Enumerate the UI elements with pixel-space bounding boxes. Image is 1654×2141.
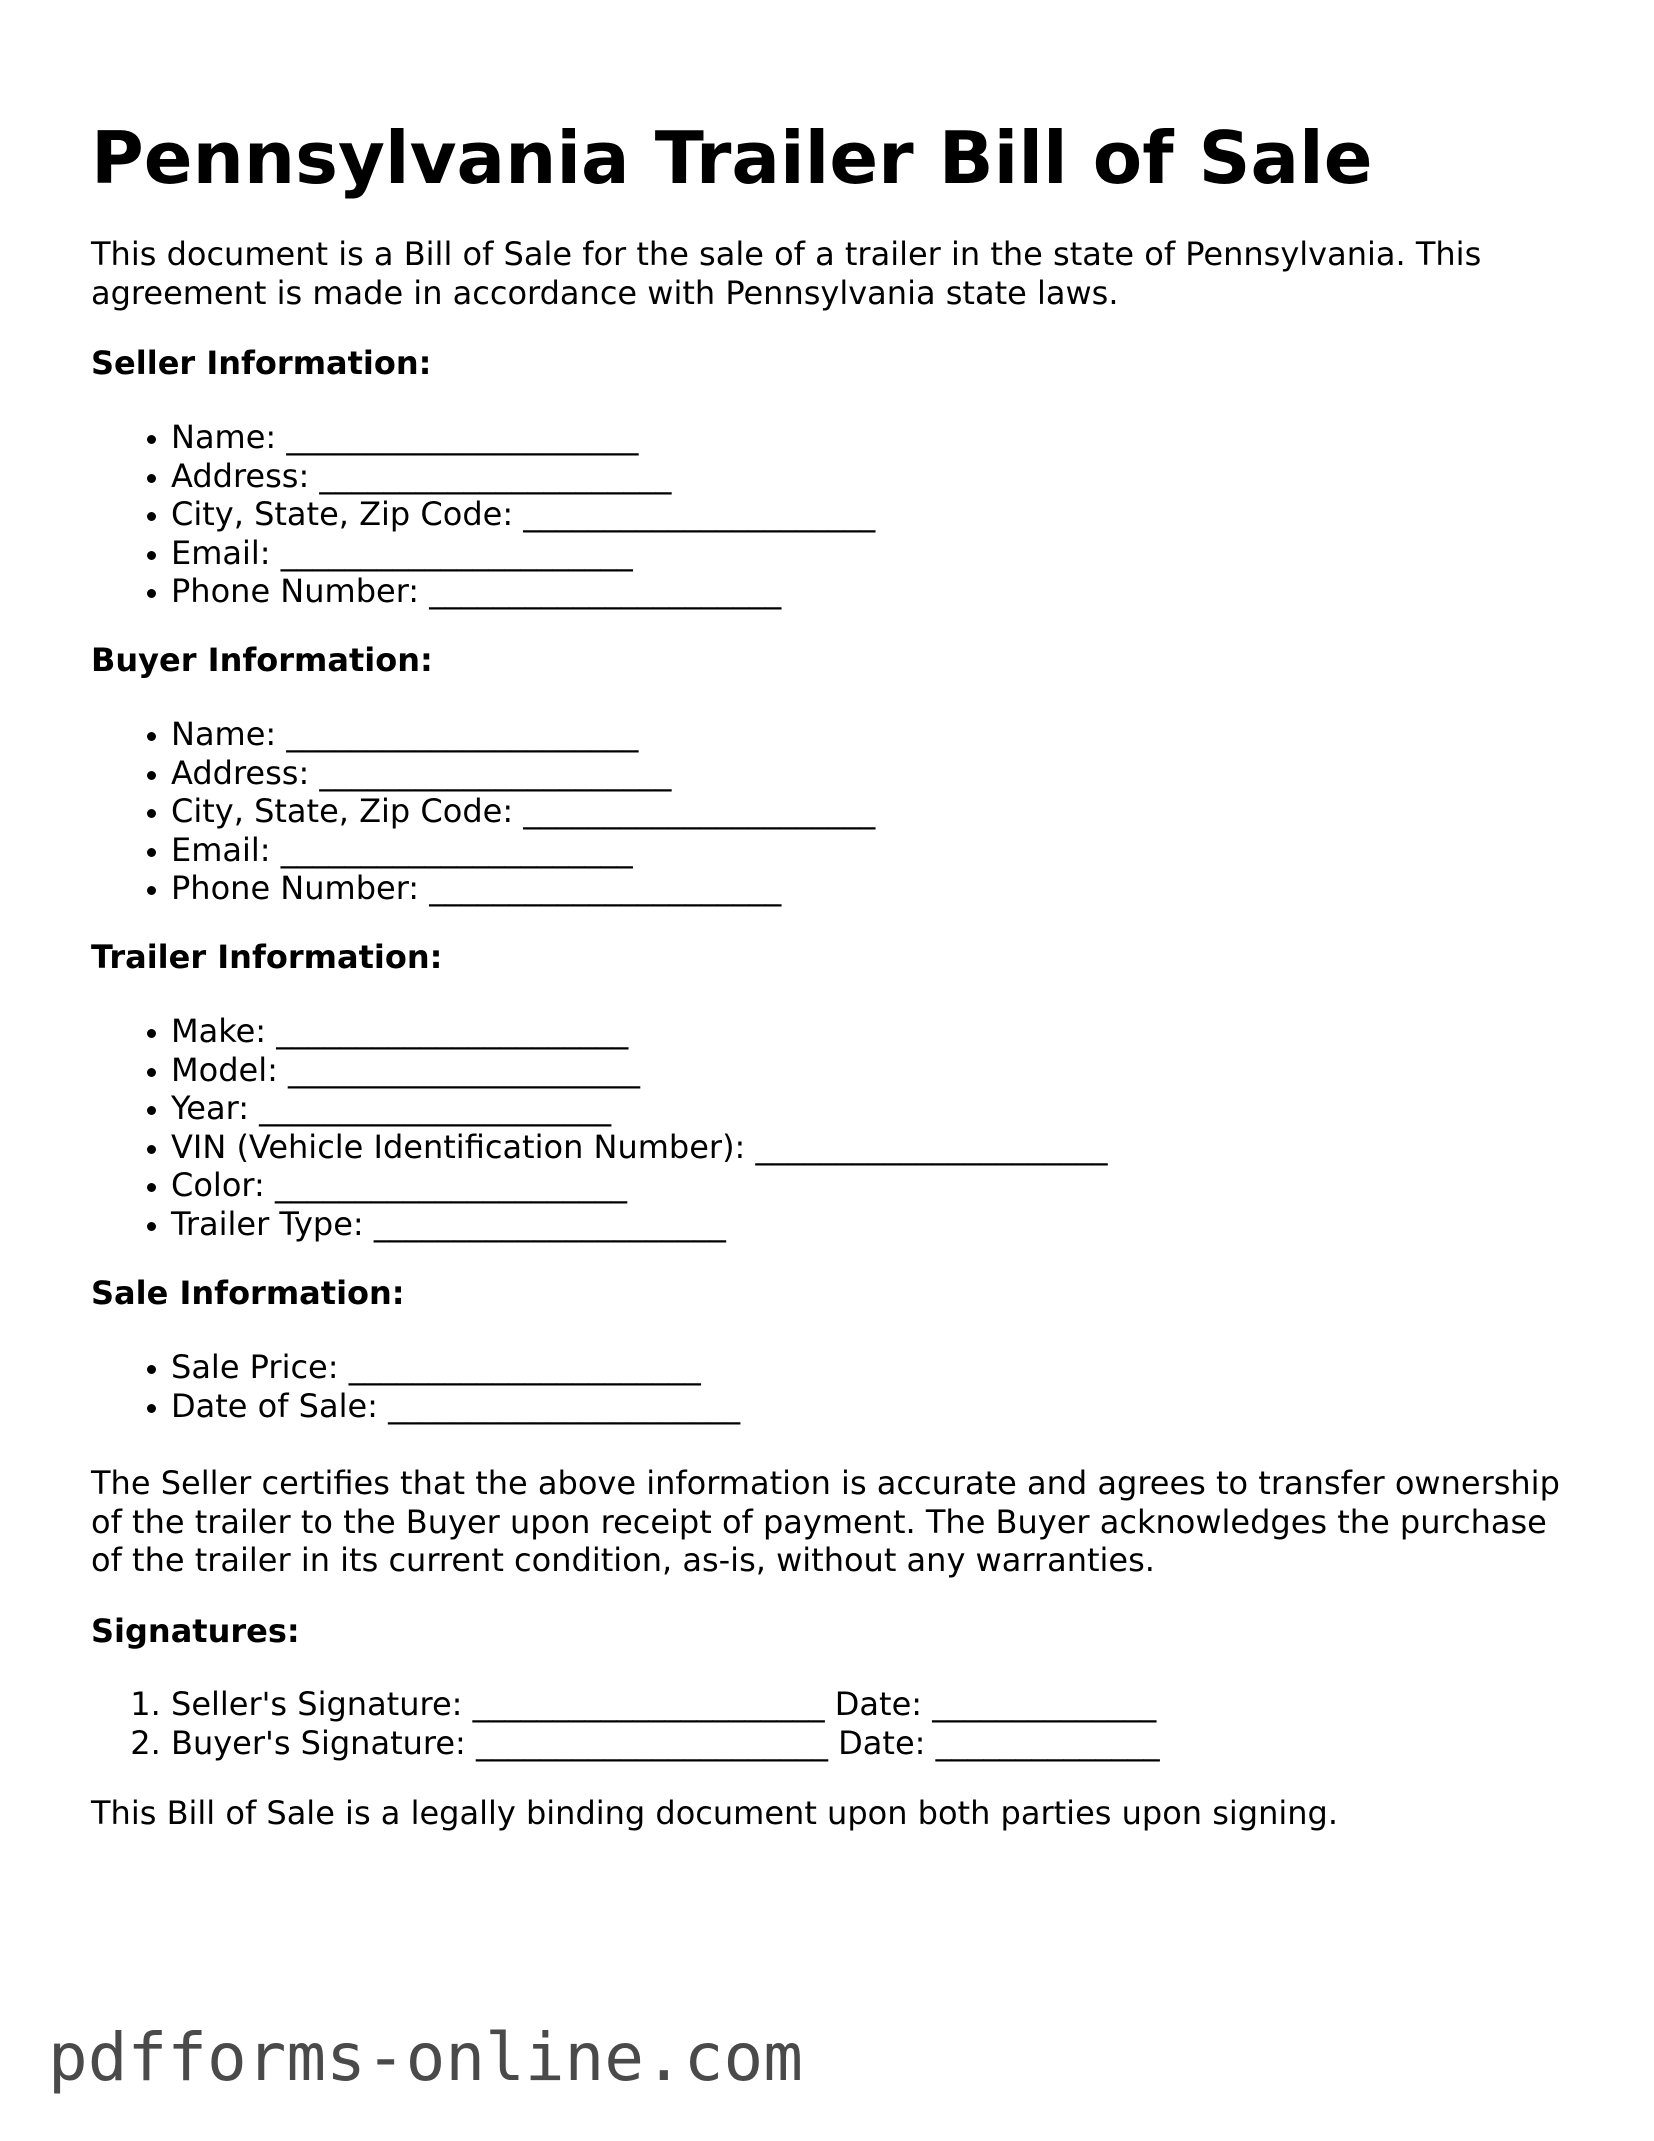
certification-paragraph: The Seller certifies that the above information is accurate and agrees to transfer ownership of the trailer to the Buyer upon receipt of payment. The Buyer acknowledges the purchase of the trailer in its current condition, as-is, without any warranties. xyxy=(91,1464,1560,1579)
trailer-model-field: • Model: ______________________ xyxy=(171,1051,1108,1090)
buyer-signature-line: 2. Buyer's Signature: ______________________ Date: ______________ xyxy=(171,1724,1160,1763)
buyer-name-field: • Name: ______________________ xyxy=(171,715,875,754)
sale-price-field: • Sale Price: ______________________ xyxy=(171,1348,740,1387)
signatures-list xyxy=(91,1685,1160,1762)
buyer-fields-list xyxy=(91,715,875,908)
buyer-address-field: • Address: ______________________ xyxy=(171,754,875,793)
seller-signature-line: 1. Seller's Signature: ______________________ Date: ______________ xyxy=(171,1685,1160,1724)
trailer-make-field: • Make: ______________________ xyxy=(171,1012,1108,1051)
closing-paragraph: This Bill of Sale is a legally binding document upon both parties upon signing. xyxy=(91,1794,1339,1832)
buyer-heading: Buyer Information: xyxy=(91,641,433,679)
signatures-heading: Signatures: xyxy=(91,1612,300,1650)
trailer-vin-field: • VIN (Vehicle Identification Number): ______________________ xyxy=(171,1128,1108,1167)
sale-date-field: • Date of Sale: ______________________ xyxy=(171,1387,740,1426)
trailer-fields-list xyxy=(91,1012,1108,1243)
seller-name-field: • Name: ______________________ xyxy=(171,418,875,457)
buyer-city-state-zip-field: • City, State, Zip Code: ______________________ xyxy=(171,792,875,831)
sale-heading: Sale Information: xyxy=(91,1274,405,1312)
trailer-heading: Trailer Information: xyxy=(91,938,443,976)
intro-paragraph: This document is a Bill of Sale for the sale of a trailer in the state of Pennsylvania. This agreement is made in accordance with Pennsylvania state laws. xyxy=(91,235,1482,312)
trailer-color-field: • Color: ______________________ xyxy=(171,1166,1108,1205)
buyer-phone-field: • Phone Number: ______________________ xyxy=(171,869,875,908)
sale-fields-list xyxy=(91,1348,740,1425)
seller-address-field: • Address: ______________________ xyxy=(171,457,875,496)
trailer-year-field: • Year: ______________________ xyxy=(171,1089,1108,1128)
seller-city-state-zip-field: • City, State, Zip Code: ______________________ xyxy=(171,495,875,534)
buyer-email-field: • Email: ______________________ xyxy=(171,831,875,870)
document-title: Pennsylvania Trailer Bill of Sale xyxy=(91,116,1373,200)
seller-email-field: • Email: ______________________ xyxy=(171,534,875,573)
site-watermark: pdfforms-online.com xyxy=(48,2019,803,2096)
seller-fields-list xyxy=(91,418,875,611)
seller-heading: Seller Information: xyxy=(91,344,432,382)
seller-phone-field: • Phone Number: ______________________ xyxy=(171,572,875,611)
trailer-type-field: • Trailer Type: ______________________ xyxy=(171,1205,1108,1244)
